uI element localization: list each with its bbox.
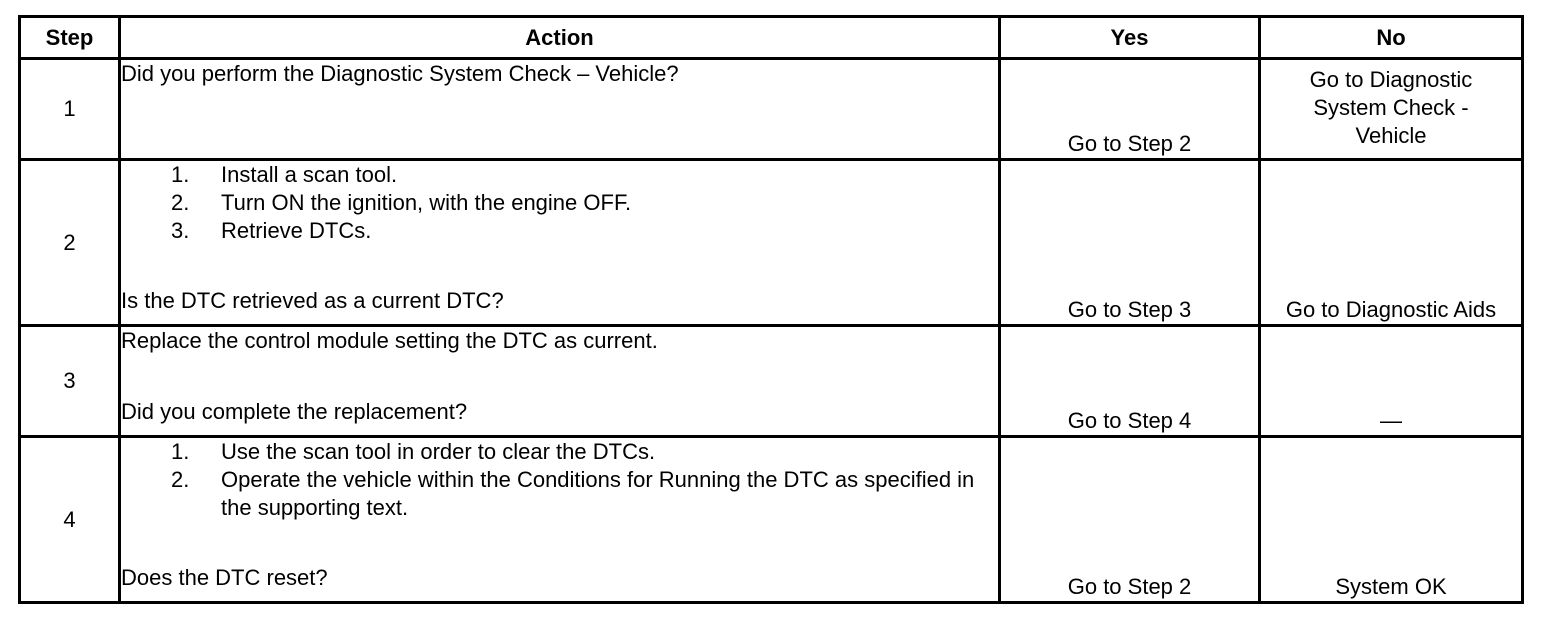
table-row (20, 326, 1523, 437)
list-item-text: Operate the vehicle within the Conditions for Running the DTC as specified in the supporting text. (221, 467, 975, 520)
no-cell: System OK (1260, 437, 1523, 603)
step-number: 3 (20, 326, 120, 437)
action-instruction: Replace the control module setting the DTC as current. (121, 328, 658, 353)
table-row (20, 59, 1523, 160)
list-item-text: Use the scan tool in order to clear the DTCs. (221, 439, 656, 464)
step-number: 1 (20, 59, 120, 160)
action-question: Does the DTC reset? (121, 565, 328, 590)
header-row (20, 17, 1523, 59)
list-item (171, 438, 998, 466)
table-row (20, 437, 1523, 603)
list-item (171, 466, 998, 522)
action-step-list (121, 161, 998, 245)
list-item-text: Retrieve DTCs. (221, 218, 372, 243)
no-cell: Go to Diagnostic System Check - Vehicle (1260, 59, 1523, 160)
table-row (20, 160, 1523, 326)
step-number: 2 (20, 160, 120, 326)
list-item-number: 1. (171, 162, 190, 187)
no-cell (1260, 326, 1523, 437)
yes-cell: Go to Step 3 (1000, 160, 1260, 326)
header-yes: Yes (1000, 17, 1260, 59)
diagnostic-table-container (18, 15, 1524, 604)
action-cell (120, 59, 1000, 160)
list-item-number: 2. (171, 190, 190, 215)
action-cell (120, 326, 1000, 437)
step-number: 4 (20, 437, 120, 603)
em-dash: — (1380, 408, 1402, 433)
action-cell (120, 437, 1000, 603)
header-action: Action (120, 17, 1000, 59)
yes-cell: Go to Step 2 (1000, 437, 1260, 603)
diagnostic-table (18, 15, 1524, 604)
action-question: Is the DTC retrieved as a current DTC? (121, 288, 504, 313)
header-step: Step (20, 17, 120, 59)
action-step-list (121, 438, 998, 522)
action-question: Did you perform the Diagnostic System Check – Vehicle? (121, 61, 679, 86)
list-item-text: Turn ON the ignition, with the engine OFF. (221, 190, 632, 215)
list-item-number: 1. (171, 439, 190, 464)
list-item-number: 2. (171, 467, 190, 492)
yes-cell: Go to Step 2 (1000, 59, 1260, 160)
action-question: Did you complete the replacement? (121, 399, 468, 424)
list-item-number: 3. (171, 218, 190, 243)
list-item (171, 217, 998, 245)
yes-cell: Go to Step 4 (1000, 326, 1260, 437)
header-no: No (1260, 17, 1523, 59)
list-item-text: Install a scan tool. (221, 162, 398, 187)
list-item (171, 161, 998, 189)
list-item (171, 189, 998, 217)
no-cell: Go to Diagnostic Aids (1260, 160, 1523, 326)
action-cell (120, 160, 1000, 326)
